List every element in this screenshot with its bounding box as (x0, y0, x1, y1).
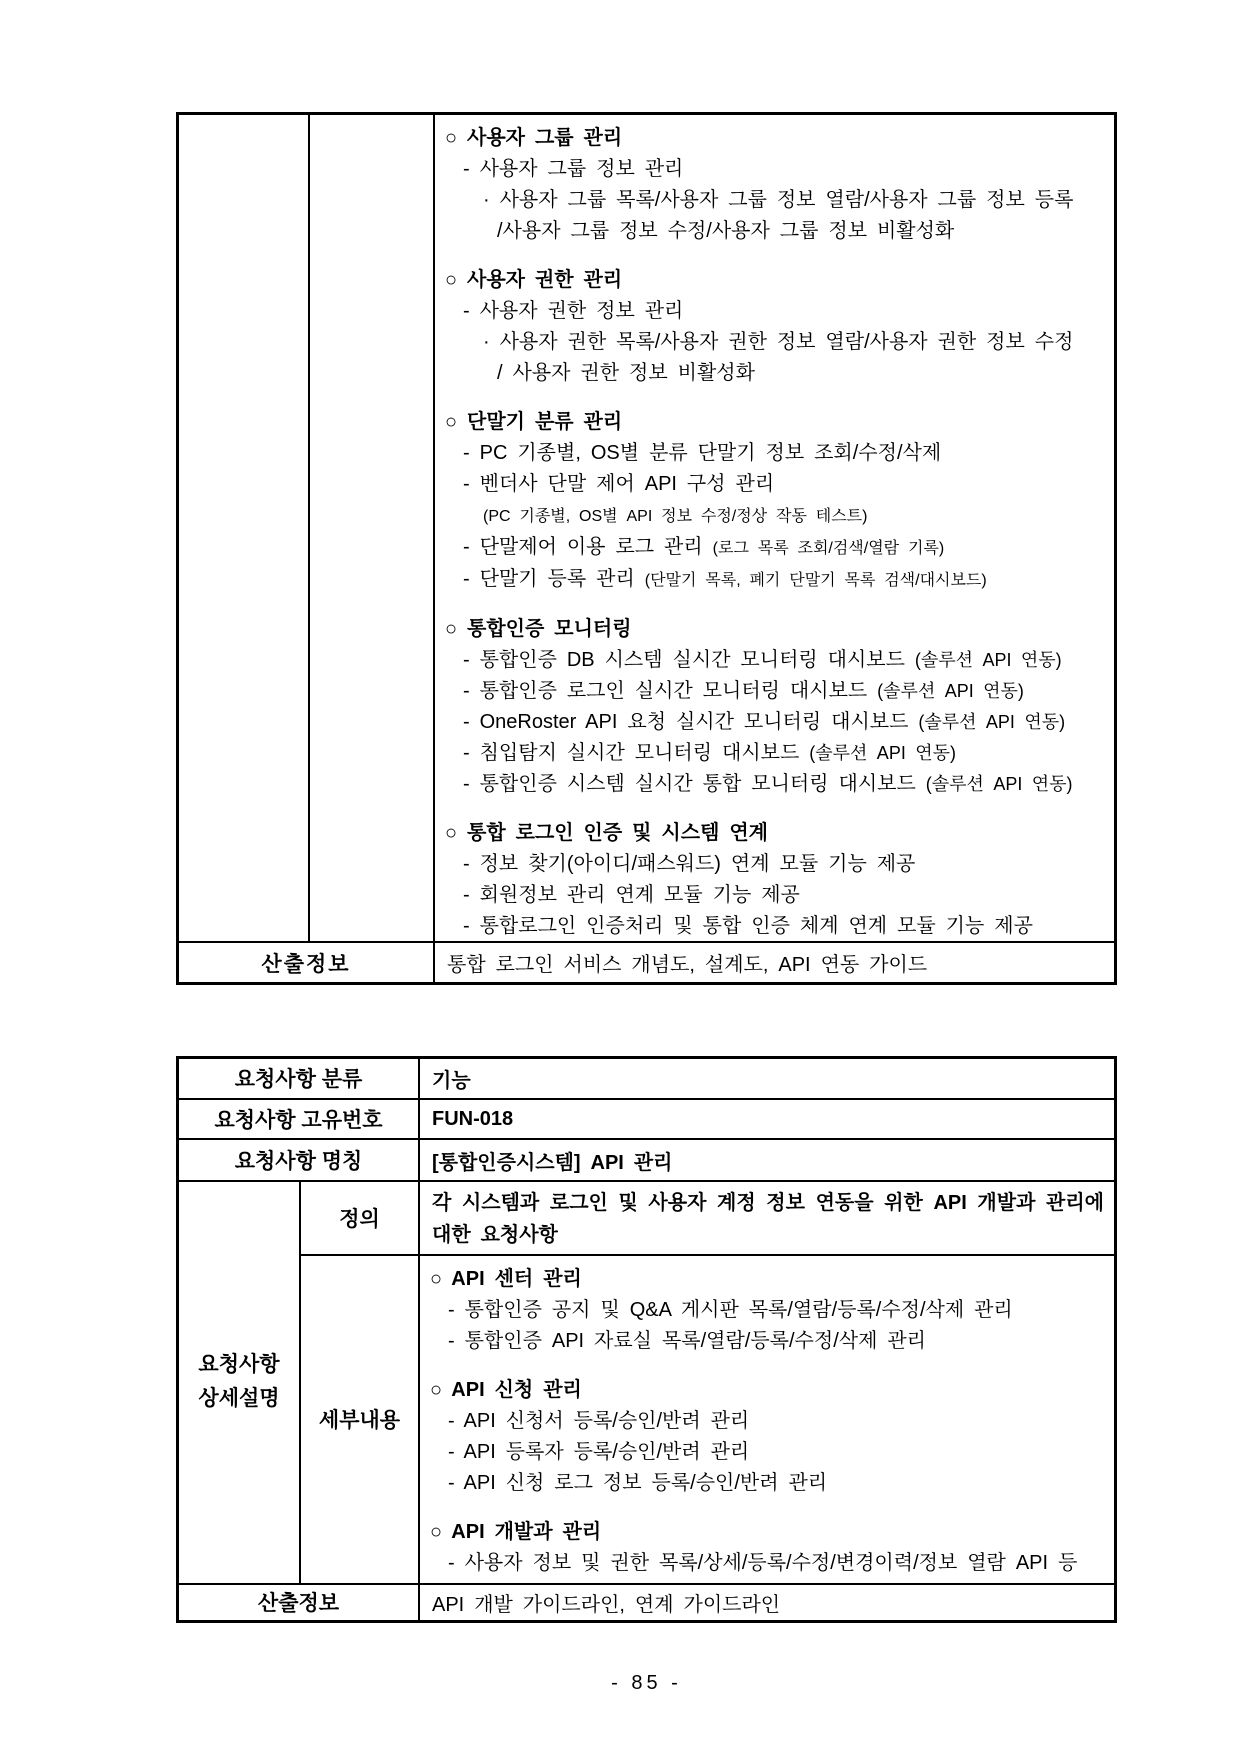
row-label: 요청사항 고유번호 (179, 1100, 420, 1139)
section-heading: ○ 통합 로그인 인증 및 시스템 연계 (445, 822, 768, 844)
section-heading: ○ API 개발과 관리 (430, 1520, 602, 1543)
detail-content-cell (420, 1256, 1114, 1583)
detail-label-line1: 요청사항 (198, 1353, 280, 1377)
detail-line: - 통합인증 API 자료실 목록/열람/등록/수정/삭제 관리 (448, 1329, 926, 1352)
definition-row (301, 1182, 1114, 1256)
table1-body-row (179, 115, 1114, 943)
detail-line: - 정보 찾기(아이디/패스워드) 연계 모듈 기능 제공 (463, 853, 916, 875)
detail-line: - 통합인증 공지 및 Q&A 게시판 목록/열람/등록/수정/삭제 관리 (448, 1298, 1013, 1321)
row-value: [통합인증시스템] API 관리 (432, 1151, 673, 1174)
detail-line: - 사용자 권한 정보 관리 (463, 300, 684, 322)
table1-detail-content-cell (435, 115, 1114, 941)
detail-line: · 사용자 권한 목록/사용자 권한 정보 열람/사용자 권한 정보 수정 (483, 331, 1074, 353)
definition-value: 각 시스템과 로그인 및 사용자 계정 정보 연동을 위한 API 개발과 관리에 대한 요청사항 (432, 1191, 1104, 1246)
detail-line: - 침입탐지 실시간 모니터링 대시보드 (솔루션 API 연동) (463, 742, 956, 764)
detail-description-body (301, 1182, 1114, 1583)
page-number: - 85 - (611, 1672, 682, 1694)
detail-line: (PC 기종별, OS별 API 정보 수정/정상 작동 테스트) (483, 508, 868, 525)
detail-content-row (301, 1256, 1114, 1583)
detail-line: - 벤더사 단말 제어 API 구성 관리 (463, 473, 775, 495)
detail-line: - 통합인증 시스템 실시간 통합 모니터링 대시보드 (솔루션 API 연동) (463, 773, 1073, 795)
row-label: 요청사항 분류 (179, 1059, 420, 1098)
output-info-label: 산출정보 (179, 943, 435, 982)
requirement-table-continued (176, 112, 1117, 985)
requirement-table-fun-018 (176, 1056, 1117, 1623)
row-category (179, 1059, 1114, 1100)
row-unique-number (179, 1100, 1114, 1141)
detail-line: - API 등록자 등록/승인/반려 관리 (448, 1440, 750, 1463)
detail-line: /사용자 그룹 정보 수정/사용자 그룹 정보 비활성화 (497, 220, 955, 242)
table1-empty-cell-1 (179, 115, 310, 941)
row-value: 기능 (432, 1069, 471, 1092)
row-name (179, 1140, 1114, 1182)
detail-line: - 통합인증 로그인 실시간 모니터링 대시보드 (솔루션 API 연동) (463, 680, 1024, 702)
detail-line: - API 신청 로그 정보 등록/승인/반려 관리 (448, 1471, 828, 1494)
section-heading: ○ API 센터 관리 (430, 1267, 582, 1290)
output-info-value: API 개발 가이드라인, 연계 가이드라인 (432, 1593, 781, 1616)
section-heading: ○ 단말기 분류 관리 (445, 411, 623, 433)
detail-line: - 통합인증 DB 시스템 실시간 모니터링 대시보드 (솔루션 API 연동) (463, 649, 1062, 671)
detail-line: - 단말기 등록 관리 (단말기 목록, 폐기 단말기 목록 검색/대시보드) (463, 568, 987, 590)
table1-empty-cell-2 (310, 115, 435, 941)
detail-line: - 통합로그인 인증처리 및 통합 인증 체계 연계 모듈 기능 제공 (463, 915, 1033, 937)
section-heading: ○ 사용자 권한 관리 (445, 269, 623, 291)
detail-content-label: 세부내용 (301, 1256, 420, 1583)
row-detail-description (179, 1182, 1114, 1585)
row-label: 요청사항 명칭 (179, 1140, 420, 1180)
detail-line: - 사용자 정보 및 권한 목록/상세/등록/수정/변경이력/정보 열람 API 등 (448, 1551, 1078, 1574)
table2-output-row (179, 1585, 1114, 1620)
detail-line: / 사용자 권한 정보 비활성화 (497, 362, 755, 384)
detail-line: - 사용자 그룹 정보 관리 (463, 158, 684, 180)
detail-line: - OneRoster API 요청 실시간 모니터링 대시보드 (솔루션 API 연동) (463, 711, 1066, 733)
output-info-value: 통합 로그인 서비스 개념도, 설계도, API 연동 가이드 (447, 954, 928, 976)
detail-label-line2: 상세설명 (198, 1387, 280, 1411)
definition-label: 정의 (301, 1182, 420, 1254)
table1-output-row (179, 943, 1114, 982)
detail-line: - 단말제어 이용 로그 관리 (로그 목록 조회/검색/열람 기록) (463, 536, 945, 558)
output-info-label: 산출정보 (179, 1585, 420, 1620)
detail-line: - API 신청서 등록/승인/반려 관리 (448, 1409, 750, 1432)
section-heading: ○ 사용자 그룹 관리 (445, 127, 623, 149)
detail-line: - PC 기종별, OS별 분류 단말기 정보 조회/수정/삭제 (463, 442, 942, 464)
section-heading: ○ 통합인증 모니터링 (445, 618, 632, 640)
detail-description-label (179, 1182, 301, 1583)
row-value: FUN-018 (432, 1107, 514, 1130)
detail-line: - 회원정보 관리 연계 모듈 기능 제공 (463, 884, 800, 906)
detail-line: · 사용자 그룹 목록/사용자 그룹 정보 열람/사용자 그룹 정보 등록 (483, 189, 1074, 211)
section-heading: ○ API 신청 관리 (430, 1378, 582, 1401)
